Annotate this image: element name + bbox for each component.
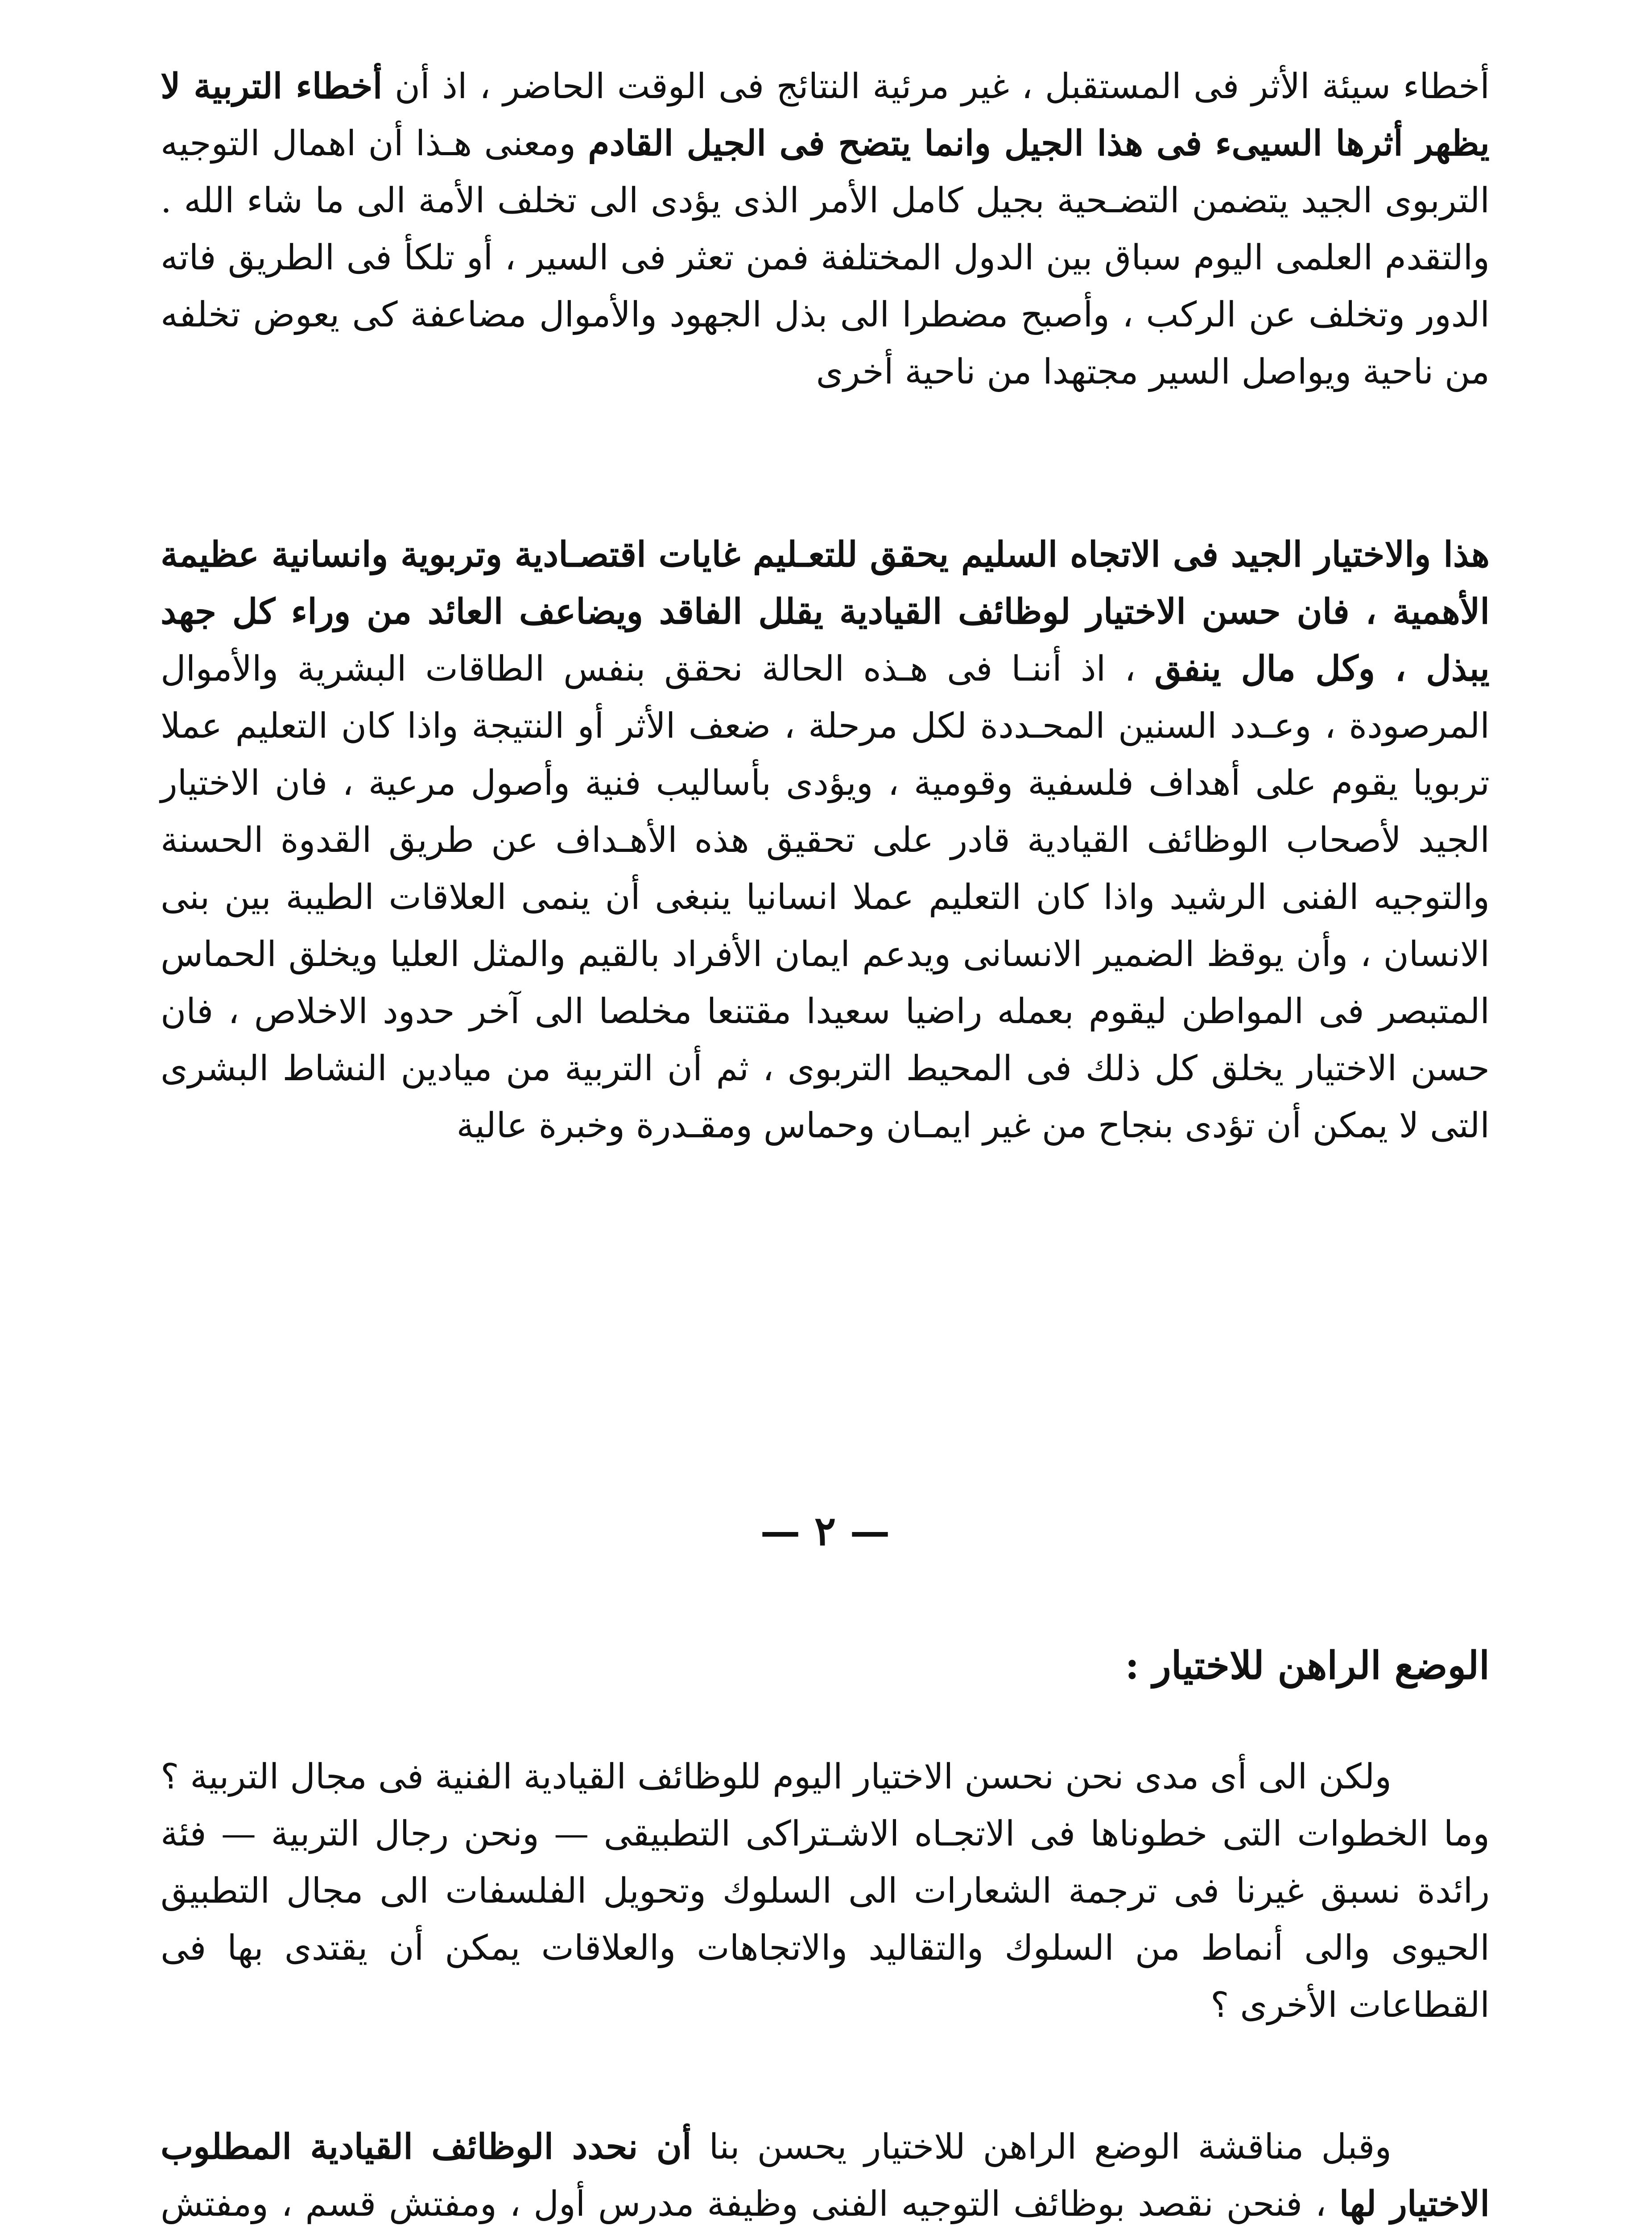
paragraph-1 xyxy=(161,58,1490,401)
paragraph-4-text-a: وقبل مناقشة الوضع الراهن للاختيار يحسن بنا xyxy=(691,2127,1392,2167)
section-number: — ٢ — xyxy=(760,1507,890,1555)
document-page xyxy=(161,58,1490,2230)
paragraph-1-text-b: ومعنى هـذا أن اهمال التوجيه التربوى الجيد يتضمن التضـحية بجيل كامل الأمر الذى يؤدى الى تخلف الأمة الى ما شاء الله . والتقدم العلمى اليوم سباق بين الدول المختلفة فمن تعثر فى السير ، أو تلكأ فى الطريق فاته الدور وتخلف عن الركب ، وأصبح مضطرا الى بذل الجهود والأموال مضاعفة كى يعوض تخلفه من ناحية ويواصل السير مجتهدا من ناحية أخرى xyxy=(161,124,1490,392)
paragraph-2 xyxy=(161,526,1490,1154)
paragraph-3: ولكن الى أى مدى نحن نحسن الاختيار اليوم للوظائف القيادية الفنية فى مجال التربية ؟ وما الخطوات التى خطوناها فى الاتجـاه الاشـتراكى التطبيقى — ونحن رجال التربية — فئة رائدة نسبق غيرنا فى ترجمة الشعارات الى السلوك وتحويل الفلسفات الى مجال التطبيق الحيوى والى أنماط من السلوك والتقاليد والاتجاهات والعلاقات يمكن أن يقتدى بها فى القطاعات الأخرى ؟ xyxy=(161,1757,1490,2025)
paragraph-2-text-b: ، اذ أننـا فى هـذه الحالة نحقق بنفس الطاقات البشرية والأموال المرصودة ، وعـدد السنين المحـددة لكل مرحلة ، ضعف الأثر أو النتيجة واذا كان التعليم عملا تربويا يقوم على أهداف فلسفية وقومية ، ويؤدى بأساليب فنية وأصول مرعية ، فان الاختيار الجيد لأصحاب الوظائف القيادية قادر على تحقيق هذه الأهـداف عن طريق القدوة الحسنة والتوجيه الفنى الرشيد واذا كان التعليم عملا انسانيا ينبغى أن ينمى العلاقات الطيبة بين بنى الانسان ، وأن يوقظ الضمير الانسانى ويدعم ايمان الأفراد بالقيم والمثل العليا ويخلق الحماس المتبصر فى المواطن ليقوم بعمله راضيا سعيدا مقتنعا مخلصا الى آخر حدود الاخلاص ، فان حسن الاختيار يخلق كل ذلك فى المحيط التربوى ، ثم أن التربية من ميادين النشاط البشرى التى لا يمكن أن تؤدى بنجاح من غير ايمـان وحماس ومقـدرة وخبرة عالية xyxy=(161,649,1490,1146)
section-heading: الوضع الراهن للاختيار : xyxy=(1125,1643,1490,1688)
paragraph-1-text-a: أخطاء سيئة الأثر فى المستقبل ، غير مرئية النتائج فى الوقت الحاضر ، اذ أن xyxy=(382,66,1490,107)
paragraph-4 xyxy=(161,2118,1490,2230)
paragraph-1-bold-a: أخطاء التربية لا يظهر أثرها السيىء فى هذا الجيل وانما يتضح فى الجيل القادم xyxy=(161,66,1490,164)
paragraph-4-bold-a: أن نحدد الوظائف القيادية المطلوب الاختيار لها xyxy=(161,2127,1490,2224)
paragraph-2-bold-a: هذا والاختيار الجيد فى الاتجاه السليم يحقق للتعـليم غايات اقتصـادية وتربوية وانسانية عظيمة الأهمية ، فان حسن الاختيار لوظائف القيادية يقلل الفاقد ويضاعف العائد من وراء كل جهد يبذل ، وكل مال ينفق xyxy=(161,534,1490,689)
paragraph-4-text-b: ، فنحن نقصد بوظائف التوجيه الفنى وظيفة مدرس أول ، ومفتش قسم ، ومفتش xyxy=(161,2184,1326,2224)
